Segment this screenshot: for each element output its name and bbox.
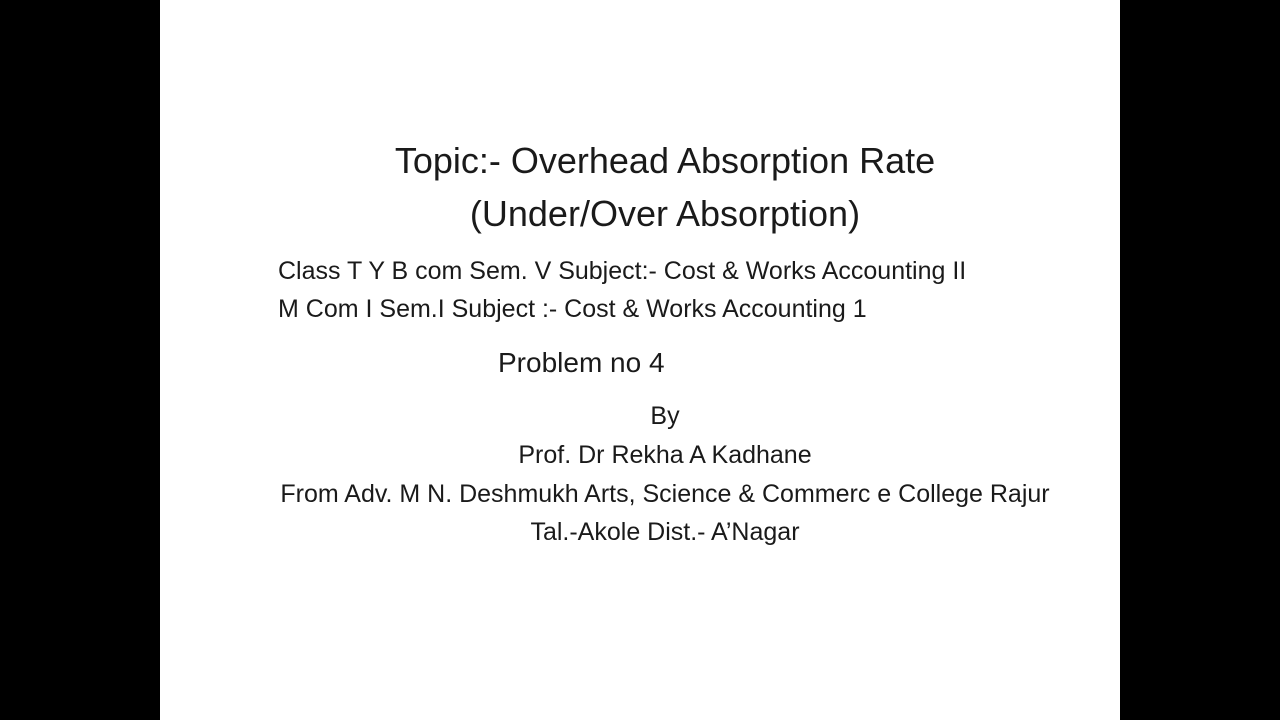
class-info-line-1: Class T Y B com Sem. V Subject:- Cost & Works Accounting II — [278, 257, 967, 285]
college-location: Tal.-Akole Dist.- A’Nagar — [530, 518, 800, 546]
slide-title-line-2: (Under/Over Absorption) — [469, 193, 861, 234]
college-name: From Adv. M N. Deshmukh Arts, Science & Commerc e College Rajur — [280, 480, 1050, 508]
problem-number: Problem no 4 — [498, 347, 665, 378]
class-info-line-2: M Com I Sem.I Subject :- Cost & Works Accounting 1 — [278, 295, 867, 323]
author-name: Prof. Dr Rekha A Kadhane — [518, 441, 812, 469]
slide — [160, 0, 1120, 720]
slide-title-line-1: Topic:- Overhead Absorption Rate — [394, 140, 936, 181]
by-label: By — [650, 402, 680, 430]
